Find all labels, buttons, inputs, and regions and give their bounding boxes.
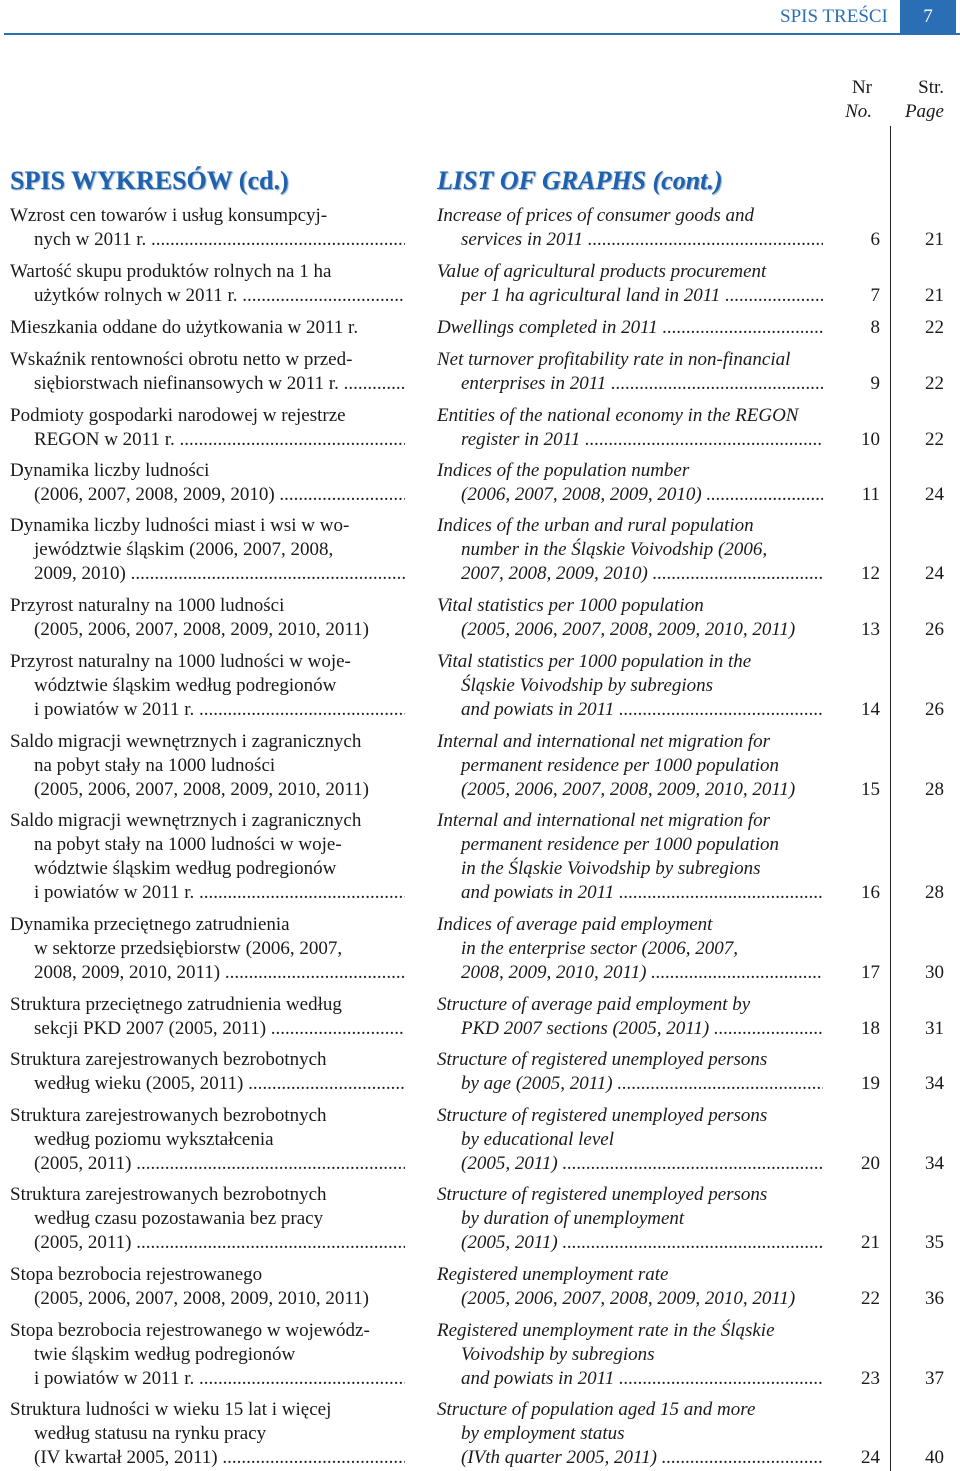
entry-number: 20 [861,1153,880,1174]
entry-title-pl-line: według poziomu wykształcenia [34,1129,274,1150]
entry-title-en-line: services in 2011 ..... [437,228,823,252]
entry-title-pl-line: według wieku (2005, 2011) ..... [10,1072,405,1096]
entry-title-pl-line: Przyrost naturalny na 1000 ludności [10,595,285,616]
entry-title-en-line: 2007, 2008, 2009, 2010) ..... [437,562,823,586]
entry-number: 10 [861,429,880,450]
entry-number: 7 [870,285,880,306]
entry-title-pl-line: Dynamika przeciętnego zatrudnienia [10,914,290,935]
entry-number: 17 [861,962,880,983]
entry-title-en-line: per 1 ha agricultural land in 2011 ..... [437,284,823,308]
entry-title-pl-line: (2006, 2007, 2008, 2009, 2010) ..... [10,483,405,507]
entry-title-en-line: by educational level [461,1129,614,1150]
entry-title-pl-line: wództwie śląskim według podregionów [34,675,337,696]
entry-title-pl-line: siębiorstwach niefinansowych w 2011 r. ..... [10,372,405,396]
section-title-pl: SPIS WYKRESÓW (cd.) [10,166,289,195]
entry-title-pl-line: 2008, 2009, 2010, 2011) ..... [10,961,405,985]
entry-page[interactable]: 40 [925,1447,944,1468]
entry-title-en [437,204,823,252]
entry-title-en [437,650,823,722]
entry-title-en-line: and powiats in 2011 ..... [437,1367,823,1391]
entry-title-en [437,594,823,642]
entry-title-pl-line: Saldo migracji wewnętrznych i zagranicznych [10,810,362,831]
entry-title-en-line: Structure of registered unemployed persons [437,1105,768,1126]
entry-title-pl [10,1319,405,1391]
entry-number: 22 [861,1288,880,1309]
entry-title-en [437,260,823,308]
entry-page[interactable]: 21 [925,229,944,250]
entry-number: 8 [870,317,880,338]
entry-title-en-line: enterprises in 2011 ..... [437,372,823,396]
entry-title-en-line: (2006, 2007, 2008, 2009, 2010) ..... [437,483,823,507]
entry-title-pl [10,316,405,340]
entry-title-pl-line: użytków rolnych w 2011 r. ..... [10,284,405,308]
entry-title-en-line: and powiats in 2011 ..... [437,698,823,722]
entry-title-en-line: PKD 2007 sections (2005, 2011) ..... [437,1017,823,1041]
entry-page[interactable]: 34 [925,1153,944,1174]
entry-title-en [437,993,823,1041]
entry-title-pl-line: sekcji PKD 2007 (2005, 2011) ..... [10,1017,405,1041]
entry-title-en [437,1263,823,1311]
entry-title-pl-line: na pobyt stały na 1000 ludności w woje- [34,834,342,855]
entry-title-en [437,913,823,985]
entry-title-en-line: permanent residence per 1000 population [461,834,780,855]
entry-title-en [437,514,823,586]
nr-column-header [820,76,872,124]
page-header-pl: Str. [918,77,944,98]
entry-title-pl [10,348,405,396]
entry-title-pl-line: Przyrost naturalny na 1000 ludności w woje- [10,651,351,672]
entry-title-pl-line: Struktura zarejestrowanych bezrobotnych [10,1049,327,1070]
entry-number: 11 [861,484,880,505]
entry-page[interactable]: 26 [925,619,944,640]
entry-title-en [437,809,823,905]
nr-header-pl: Nr [851,77,872,98]
entry-title-en [437,730,823,802]
entry-title-pl-line: w sektorze przedsiębiorstw (2006, 2007, [34,938,343,959]
entry-title-pl-line: i powiatów w 2011 r. ..... [10,881,405,905]
entry-title-en [437,404,823,452]
entry-title-pl-line: Struktura zarejestrowanych bezrobotnych [10,1184,327,1205]
entry-title-pl-line: Stopa bezrobocia rejestrowanego [10,1264,263,1285]
entry-title-en-line: number in the Śląskie Voivodship (2006, [461,539,768,560]
entry-title-pl-line: twie śląskim według podregionów [34,1344,296,1365]
entry-title-en-line: Structure of population aged 15 and more [437,1399,756,1420]
entry-title-pl-line: Struktura ludności w wieku 15 lat i więcej [10,1399,332,1420]
entry-title-en-line: Entities of the national economy in the REGON [437,405,799,426]
entry-title-pl-line: Dynamika liczby ludności miast i wsi w wo- [10,515,350,536]
entry-title-en-line: Dwellings completed in 2011 ..... [437,316,823,340]
entry-title-en-line: by employment status [461,1423,625,1444]
entry-title-en [437,348,823,396]
entry-title-pl-line: na pobyt stały na 1000 ludności [34,755,276,776]
entry-title-pl [10,404,405,452]
entry-title-en-line: Indices of average paid employment [437,914,713,935]
entry-title-en-line: (IVth quarter 2005, 2011) ..... [437,1446,823,1470]
entry-title-en [437,1183,823,1255]
entry-title-pl-line: (2005, 2011) ..... [10,1231,405,1255]
entry-title-pl-line: REGON w 2011 r. ..... [10,428,405,452]
entry-number: 6 [870,229,880,250]
entry-title-en-line: register in 2011 ..... [437,428,823,452]
entry-title-en-line: Voivodship by subregions [461,1344,655,1365]
entry-title-pl-line: jewództwie śląskim (2006, 2007, 2008, [34,539,334,560]
entry-title-pl-line: wództwie śląskim według podregionów [34,858,337,879]
entry-title-en-line: Indices of the population number [437,460,690,481]
entry-page[interactable]: 26 [925,699,944,720]
entry-title-en-line: in the enterprise sector (2006, 2007, [461,938,739,959]
entry-title-en [437,1319,823,1391]
entry-page[interactable]: 34 [925,1073,944,1094]
entry-title-pl [10,993,405,1041]
entry-title-pl [10,1263,405,1311]
entry-title-en-line: (2005, 2011) ..... [437,1231,823,1255]
entry-title-en [437,316,823,340]
page-column-header [896,76,944,124]
entry-title-pl [10,459,405,507]
entry-page[interactable]: 37 [925,1368,944,1389]
entry-number: 18 [861,1018,880,1039]
entry-title-en-line: Structure of registered unemployed persons [437,1184,768,1205]
entry-number: 15 [861,779,880,800]
page-number-badge: 7 [900,0,956,33]
entry-number: 24 [861,1447,880,1468]
page-header-en: Page [904,101,944,122]
entry-title-pl-line: Saldo migracji wewnętrznych i zagranicznych [10,731,362,752]
entry-title-en-line: (2005, 2006, 2007, 2008, 2009, 2010, 2011) [461,1288,796,1309]
entry-title-pl-line: nych w 2011 r. ..... [10,228,405,252]
entry-title-en-line: Value of agricultural products procurement [437,261,767,282]
entry-title-en-line: 2008, 2009, 2010, 2011) ..... [437,961,823,985]
entry-page[interactable]: 35 [925,1232,944,1253]
entry-title-en-line: Śląskie Voivodship by subregions [461,675,714,696]
entry-number: 13 [861,619,880,640]
entry-title-en-line: by duration of unemployment [461,1208,685,1229]
entry-title-pl [10,1104,405,1176]
entry-page[interactable]: 24 [925,484,944,505]
entry-title-en-line: Indices of the urban and rural population [437,515,754,536]
entry-title-pl-line: i powiatów w 2011 r. ..... [10,698,405,722]
entry-page[interactable]: 22 [925,317,944,338]
entry-title-pl-line: według czasu pozostawania bez pracy [34,1208,324,1229]
entry-title-pl-line: i powiatów w 2011 r. ..... [10,1367,405,1391]
entry-title-en-line: Internal and international net migration for [437,810,771,831]
entry-title-en-line: in the Śląskie Voivodship by subregions [461,858,761,879]
entry-title-en-line: Internal and international net migration for [437,731,771,752]
entry-title-pl-line: Struktura zarejestrowanych bezrobotnych [10,1105,327,1126]
entry-title-en [437,1104,823,1176]
entry-title-pl-line: Mieszkania oddane do użytkowania w 2011 r. [10,317,359,338]
entry-title-en-line: Increase of prices of consumer goods and [437,205,754,226]
entry-title-en-line: Net turnover profitability rate in non-financial [437,349,791,370]
entry-title-en-line: Registered unemployment rate [437,1264,669,1285]
entry-title-pl-line: Wzrost cen towarów i usług konsumpcyj- [10,205,328,226]
entry-title-pl-line: (2005, 2006, 2007, 2008, 2009, 2010, 2011) [34,779,369,800]
entry-title-en [437,1398,823,1470]
header-rule [4,33,960,35]
entry-number: 19 [861,1073,880,1094]
entry-title-en-line: (2005, 2011) ..... [437,1152,823,1176]
entry-number: 23 [861,1368,880,1389]
entry-page[interactable]: 22 [925,373,944,394]
toc-link[interactable]: SPIS TREŚCI [780,6,888,27]
entry-title-pl [10,650,405,722]
nr-header-en: No. [845,101,872,122]
entry-title-pl [10,1183,405,1255]
entry-title-pl-line: 2009, 2010) ..... [10,562,405,586]
entry-page[interactable]: 30 [925,962,944,983]
column-divider [890,126,891,1471]
entry-title-en-line: Structure of registered unemployed persons [437,1049,768,1070]
entry-title-en-line: and powiats in 2011 ..... [437,881,823,905]
entry-title-pl-line: Wartość skupu produktów rolnych na 1 ha [10,261,332,282]
entry-title-en-line: (2005, 2006, 2007, 2008, 2009, 2010, 2011) [461,619,796,640]
entry-title-pl-line: (2005, 2006, 2007, 2008, 2009, 2010, 2011) [34,619,369,640]
entry-title-pl [10,913,405,985]
entry-title-en-line: Vital statistics per 1000 population [437,595,704,616]
entry-title-en [437,1048,823,1096]
entry-number: 16 [861,882,880,903]
entry-number: 14 [861,699,880,720]
entry-title-pl [10,594,405,642]
entry-page[interactable]: 28 [925,882,944,903]
entry-page[interactable]: 21 [925,285,944,306]
entry-title-pl-line: (2005, 2006, 2007, 2008, 2009, 2010, 2011) [34,1288,369,1309]
entry-page[interactable]: 31 [925,1018,944,1039]
entry-title-en-line: Vital statistics per 1000 population in the [437,651,752,672]
entry-title-pl-line: Podmioty gospodarki narodowej w rejestrze [10,405,346,426]
entry-number: 21 [861,1232,880,1253]
entry-title-pl-line: Struktura przeciętnego zatrudnienia według [10,994,342,1015]
entry-title-pl [10,809,405,905]
entry-title-en-line: (2005, 2006, 2007, 2008, 2009, 2010, 2011) [461,779,796,800]
section-title-en: LIST OF GRAPHS (cont.) [437,166,723,195]
entry-title-pl-line: Stopa bezrobocia rejestrowanego w wojewódz- [10,1320,370,1341]
entry-title-pl-line: według statusu na rynku pracy [34,1423,267,1444]
entry-title-pl [10,1398,405,1470]
entry-title-pl [10,260,405,308]
entry-title-en-line: permanent residence per 1000 population [461,755,780,776]
entry-title-en-line: Registered unemployment rate in the Śląskie [437,1320,775,1341]
entry-title-pl [10,514,405,586]
entry-title-en-line: Structure of average paid employment by [437,994,751,1015]
entry-number: 12 [861,563,880,584]
entry-title-pl-line: (IV kwartał 2005, 2011) ..... [10,1446,405,1470]
entry-page[interactable]: 24 [925,563,944,584]
entry-title-pl-line: Dynamika liczby ludności [10,460,210,481]
entry-number: 9 [870,373,880,394]
entry-page[interactable]: 28 [925,779,944,800]
entry-page[interactable]: 22 [925,429,944,450]
entry-title-pl-line: (2005, 2011) ..... [10,1152,405,1176]
entry-title-pl-line: Wskaźnik rentowności obrotu netto w przed- [10,349,353,370]
entry-title-en-line: by age (2005, 2011) ..... [437,1072,823,1096]
entry-title-pl [10,730,405,802]
entry-page[interactable]: 36 [925,1288,944,1309]
entry-title-en [437,459,823,507]
entry-title-pl [10,1048,405,1096]
entry-title-pl [10,204,405,252]
